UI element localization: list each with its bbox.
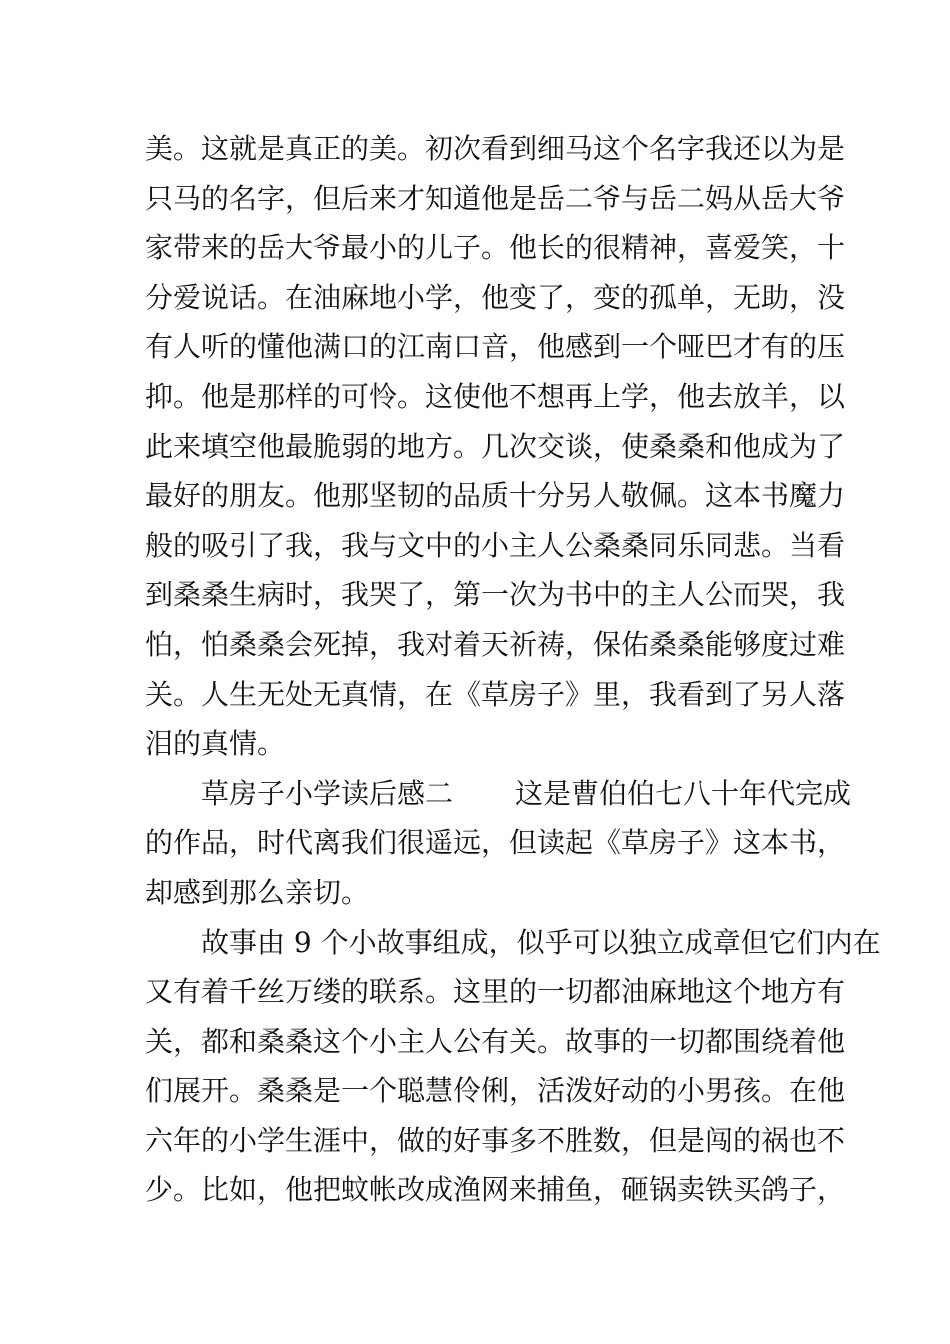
text-line: 此来填空他最脆弱的地方。几次交谈，使桑桑和他成为了 bbox=[145, 429, 846, 463]
section-heading-line bbox=[145, 769, 852, 819]
text-line: 的作品，时代离我们很遥远，但读起《草房子》这本书， bbox=[145, 826, 846, 860]
text-line: 最好的朋友。他那坚韧的品质十分另人敬佩。这本书魔力 bbox=[145, 479, 846, 513]
text-line: 到桑桑生病时，我哭了，第一次为书中的主人公而哭，我 bbox=[145, 578, 846, 612]
text-line: 六年的小学生涯中，做的好事多不胜数，但是闯的祸也不 bbox=[145, 1123, 846, 1157]
section-heading: 草房子小学读后感二 bbox=[201, 776, 454, 810]
text-line: 却感到那么亲切。 bbox=[145, 875, 370, 909]
text-line: 泪的真情。 bbox=[145, 727, 286, 761]
document-body bbox=[145, 124, 881, 1215]
text-line: 抑。他是那样的可怜。这使他不想再上学，他去放羊，以 bbox=[145, 379, 846, 413]
text-line: 有人听的懂他满口的江南口音，他感到一个哑巴才有的压 bbox=[145, 330, 846, 364]
text-line: 关。人生无处无真情，在《草房子》里，我看到了另人落 bbox=[145, 677, 846, 711]
text-line: 少。比如，他把蚊帐改成渔网来捕鱼，砸锅卖铁买鸽子， bbox=[145, 1173, 846, 1207]
text-line: 只马的名字，但后来才知道他是岳二爷与岳二妈从岳大爷 bbox=[145, 181, 846, 215]
section-first-line: 这是曹伯伯七八十年代完成 bbox=[515, 776, 852, 810]
text-line: 分爱说话。在油麻地小学，他变了，变的孤单，无助，没 bbox=[145, 280, 846, 314]
text-line: 们展开。桑桑是一个聪慧伶俐，活泼好动的小男孩。在他 bbox=[145, 1074, 846, 1108]
text-line: 怕，怕桑桑会死掉，我对着天祈祷，保佑桑桑能够度过难 bbox=[145, 627, 846, 661]
text-line: 关，都和桑桑这个小主人公有关。故事的一切都围绕着他 bbox=[145, 1024, 846, 1058]
text-line: 又有着千丝万缕的联系。这里的一切都油麻地这个地方有 bbox=[145, 975, 846, 1009]
text-line: 般的吸引了我，我与文中的小主人公桑桑同乐同悲。当看 bbox=[145, 528, 846, 562]
text-line: 美。这就是真正的美。初次看到细马这个名字我还以为是 bbox=[145, 132, 846, 165]
text-line: 家带来的岳大爷最小的儿子。他长的很精神，喜爱笑，十 bbox=[145, 231, 846, 265]
paragraph-first-line: 故事由 9 个小故事组成，似乎可以独立成章但它们内在 bbox=[201, 925, 881, 959]
